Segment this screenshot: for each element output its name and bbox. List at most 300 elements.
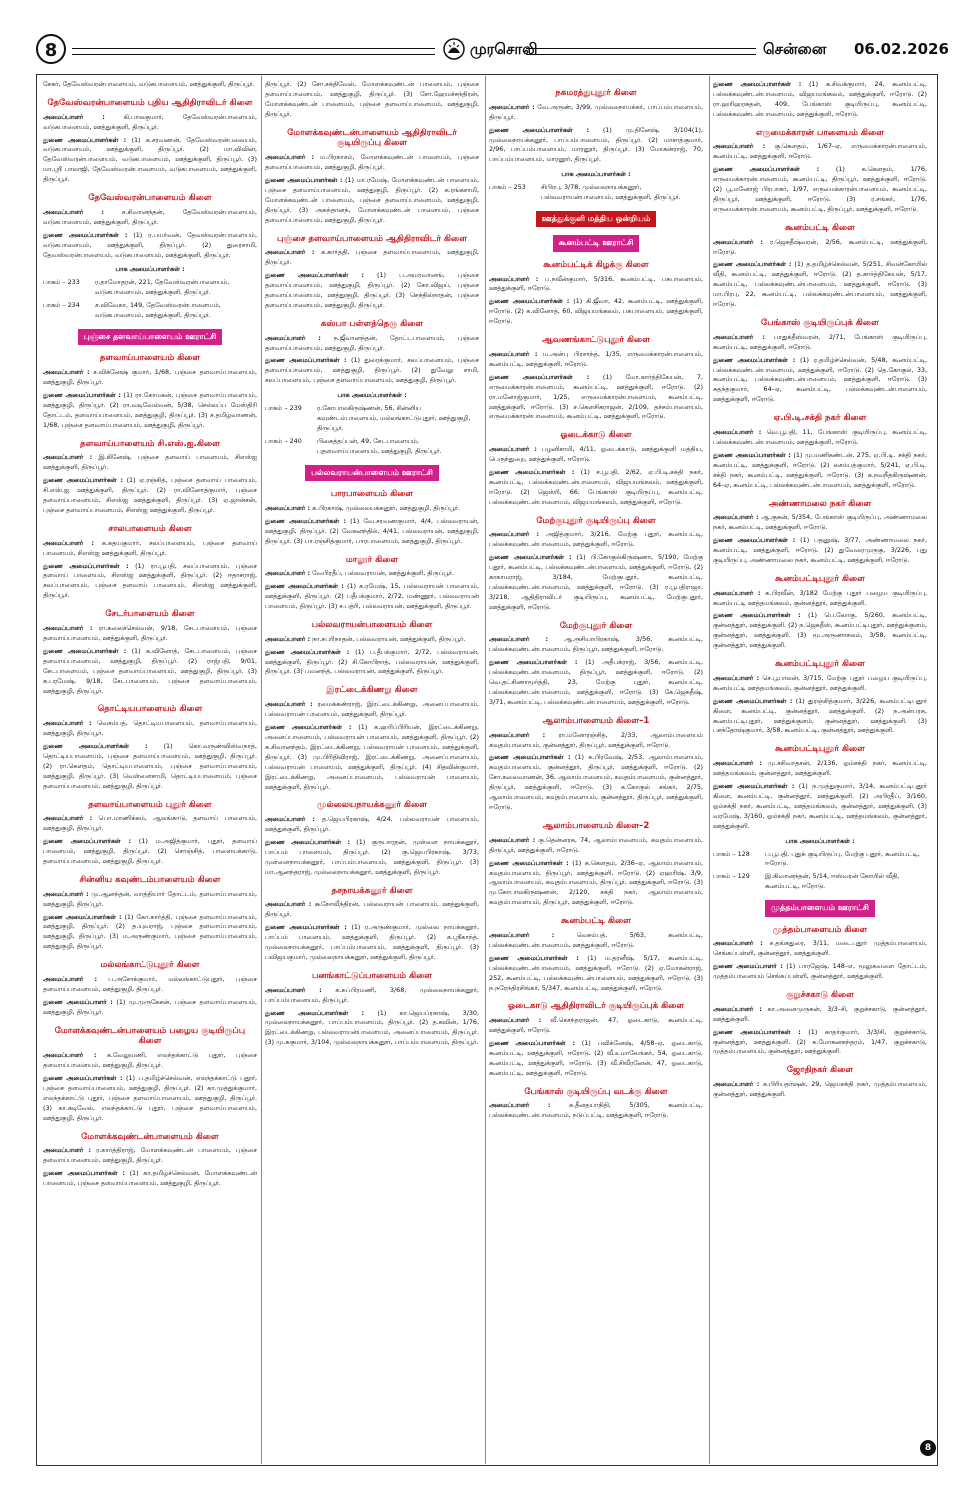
booth-organisers-heading: பாக அமைப்பாளர்கள் :	[115, 265, 185, 274]
organiser-entry	[489, 530, 703, 550]
role-label: துணை அமைப்பாளர்கள் :	[489, 297, 570, 306]
branch-heading: மோளக்கவுண்டன்பாளையம் பழைய குடியிருப்பு கிளை	[54, 1025, 246, 1047]
organiser-entry	[43, 913, 257, 953]
column-divider	[709, 76, 710, 1464]
organiser-entry	[43, 1074, 257, 1124]
panchayat-banner: புஞ்சை தளவாய்பாளையம் ஊராட்சி	[78, 329, 222, 345]
role-label: அமைப்பாளர் :	[713, 332, 765, 341]
organiser-details: (1) துரஞ்சித்குமார், 3/226, கூனம்பட்டிபுதூர் கிளை, கூனம்பட்டி, குன்னத்தூர், ஊத்துக்குளி. (2) ந.அன்பரசு, கூனம்பட்டிபுதூர், ஊத்துக்குளம், குன்னத்தூர், ஊத்துக்குளி. (3) பசந்தோஷ்குமார், 3/58, கூனம்பட்டி, குன்னத்தூர், ஊத்துக்குளி.	[713, 696, 927, 735]
organiser-entry	[43, 742, 257, 792]
organiser-entry	[43, 80, 257, 90]
city-label: சென்னை	[763, 40, 827, 58]
news-column-1	[43, 80, 257, 1460]
organiser-details: (1) ரா.பூபதி, சலப்பாளையம், புஞ்சை தளவாய் பாளையம், சிஎஸ்ஐ ஊத்துக்குளி, திருப்பூர். (2) ஈதாசராஜ், சலப்பாளையம், புஞ்சை தளவாய் பாளையம், சிஎஸ்ஐ ஊத்துக்குளி, திருப்பூர்.	[43, 561, 257, 600]
branch-heading: மாலூர் கிளை	[345, 554, 399, 565]
booth-entry	[43, 301, 257, 321]
role-label: துணை அமைப்பாளர்கள் :	[43, 391, 121, 400]
role-label: துணை அமைப்பாளர்கள் :	[489, 858, 569, 867]
organiser-entry	[713, 356, 927, 406]
role-label: அமைப்பாளர் :	[713, 1004, 762, 1013]
organiser-details: (1) ப.தீபக்குமார், 2/72, பல்லவராயன், ஊத்துக்குளி, திருப்பூர். (2) சி.கோபிநாத், பல்லவராயன், ஊத்துக்குளி, திருப்பூர். (3) பவனந்த், பல்லவராயன், ஊத்துக்குளி, திருப்பூர்.	[265, 647, 479, 676]
branch-heading: புஞ்சை தளவாய்பாளையம் ஆதிதிராவிடர் கிளை	[277, 233, 467, 244]
role-label: அமைப்பாளர் :	[713, 759, 762, 768]
organiser-details: (1) ம.அஜித்குமார், புதூர், தளவாய் பாளையம், ஊத்துகுழி, திருப்பூர். (2) சொஞ்சித், பாளையக்காடு, தளவாய்பாளையம், ஊத்துகுழி, திருப்பூர்.	[43, 837, 257, 866]
organiser-details: (1) கா.ஜெயப்ரகாஷ், 3/30, முல்லைநாயக்கனூர், பாப்பம்பாளையம், திருப்பூர். (2) த.கவின், 1/76, இரட்டைக்கிணறு, பல்லவராயன்பாளையம், அனைப்பாளையம், திருப்பூர். (3) மு.சுகுமார், 3/104, முல்லைநாயக்கனூர், பாப்பம்பாளையம், திருப்பூர்.	[265, 1008, 479, 1047]
organiser-details: (1) ந.முத்துகுமார், 3/14, கூனம்பட்டிபுதூர் கிளை, கூனம்பட்டி, குன்னத்தூர், ஊத்துக்குளி. (2) அபிரதீப், 3/160, ஓம்சக்தி நகர், கூனம்பட்டி, ஊத்தமங்கலம், குன்னத்தூர், ஊத்துக்குளி. (3) வரமேஷ், 3/160, ஓம்சக்தி நகர், கூனம்பட்டி, ஊத்தமங்கலம், குன்னத்தூர், ஊத்துக்குளி.	[713, 781, 927, 830]
organiser-details: செ.பூபாலன், 3/715, மேற்கு புதூர் பழைய குடியிருப்பு, கூனம்பட்டி ஊத்தமங்கலம், குன்னத்தூர், ஊத்துக்குளி.	[713, 673, 927, 692]
organiser-details: (1) துரைக்குமார், சலப்பாளையம், புஞ்சை தளவாய்பாளையம், ஊத்துகுழி, திருப்பூர். (2) துவேலு சாமி, சலப்பாளையம், புஞ்சை தளவாய்பாளையம், ஊத்துகுழி, திருப்பூர்.	[265, 356, 479, 385]
organiser-details: மு.சசிவாதசன், 2/136, ஓம்சக்தி நகர், கூனம்பட்டி, ஊத்தமங்கலம், குன்னத்தூர், ஊத்துக்குளி.	[713, 759, 927, 778]
organiser-details: வேபிரதீப், பல்லவராயன், ஊத்துக்குளி, திருப்பூர்.	[312, 569, 454, 578]
branch-heading: மோளக்கவுண்டன்பாளையம் கிளை	[81, 1131, 219, 1142]
booth-organisers-heading: பாக அமைப்பாளர்கள் :	[561, 170, 631, 179]
role-label: அமைப்பாளர் :	[265, 569, 311, 578]
organiser-details: (1) க.ரமேஷ், 15, பல்லவராயன் பாளையம், ஊத்துக்குளி, திருப்பூர். (2) பதீபக்குமார், 2/72, மண்ணூர், பல்லவராயன் பாளையம், திருப்பூர். (3) ச.பத்ரி, பல்லவராயன், ஊத்துக்குளி, திருப்பூர்.	[265, 582, 479, 611]
organiser-entry	[713, 142, 927, 162]
role-label: துணை அமைப்பாளர்கள் :	[713, 450, 791, 459]
role-label: அமைப்பாளர் :	[43, 538, 94, 547]
organiser-entry	[43, 208, 257, 228]
booth-organisers-heading: பாக அமைப்பாளர்கள் :	[337, 391, 407, 400]
role-label: துணை அமைப்பாளர்கள் :	[713, 781, 795, 790]
organiser-details: ச.தங்கதுரை, 3/11, மடைபுதூர் முத்தம்பாளையம், செங்கப்பள்ளி, குன்னத்தூர், ஊத்துக்குளி.	[713, 939, 927, 958]
role-label: அமைப்பாளர் :	[43, 814, 93, 823]
page-number: 8	[36, 34, 66, 64]
branch-heading: பல்லவராயன்பாளையம் கிளை	[311, 619, 433, 630]
role-label: துணை அமைப்பாளர்கள் :	[265, 582, 344, 591]
organiser-details: (1) க.கௌதம், 2/36–ஏ, ஆலாம்பாளையம், கவுதம்பாளையம், திருப்பூர், ஊத்துக்குளி, ஈரோடு. (2) ஏஹரிஷ், 3/9, ஆலாம்பாளையம், கவுதம்பாளையம், திருப்பூர், ஊத்துக்குளி, ஈரோடு. (3) மு.கோபாலகிருஷ்ணன், 2/120, சக்தி நகர், ஆலாம்பாளையம், கவுதம்பாளையம், திருப்பூர், ஊத்துக்குளி, ஈரோடு.	[489, 858, 703, 907]
role-label: அமைப்பாளர் :	[713, 939, 763, 948]
branch-heading: தளவாய்பாளையம் புதூர் கிளை	[88, 799, 212, 810]
masthead	[36, 34, 949, 68]
organiser-entry	[265, 986, 479, 1006]
news-column-2	[265, 80, 479, 1460]
branch-heading: கூனம்பட்டிபுதூர் கிளை	[775, 573, 865, 584]
branch-heading: ஜோதிநகர் கிளை	[786, 1065, 854, 1076]
role-label: துணை அமைப்பாளர்கள் :	[489, 1039, 576, 1048]
role-label: அமைப்பாளர் :	[489, 835, 536, 844]
organiser-entry	[43, 539, 257, 559]
organiser-entry	[43, 647, 257, 697]
organiser-details: வெசம்பத், 5/63, கூனம்பட்டி, பல்லக்கவுண்டன்பாளையம், ஊத்துக்குளி, ஈரோடு.	[489, 930, 703, 949]
organiser-entry	[489, 731, 703, 751]
role-label: துணை அமைப்பாளர்கள் :	[489, 658, 578, 667]
organiser-details: க.கார்த்தி, புஞ்சை தளவாய்பாளையம், ஊத்துகுழி, திருப்பூர்.	[265, 248, 479, 267]
role-label: அமைப்பாளர் :	[265, 815, 315, 824]
booth-number: பாகம் – 129	[713, 872, 750, 881]
branch-heading: மேற்குபுதூர் கிளை	[559, 620, 633, 631]
branch-heading: அண்ணாமலை நகர் கிளை	[768, 498, 872, 509]
role-label: துணை அமைப்பாளர்கள் :	[43, 1169, 125, 1178]
organiser-entry	[713, 238, 927, 258]
branch-heading: தேவேஸ்வரன்பாளையம் கிளை	[88, 193, 212, 204]
organiser-entry	[489, 350, 703, 370]
organiser-entry	[43, 453, 257, 473]
organiser-entry	[489, 753, 703, 813]
organiser-entry	[43, 562, 257, 602]
branch-heading: நகமரத்துபுதூர் கிளை	[555, 88, 637, 98]
branch-heading: எருமைக்காரன் பாளையம் கிளை	[756, 127, 884, 138]
role-label: அமைப்பாளர் :	[489, 530, 540, 539]
organiser-details: (1) வே.சரவணகுமார், 4/4, பல்லவராயன், ஊத்துகுழி, திருப்பூர். (2) வேகனந்தில், 4/41, பல்லவராயன், ஊத்துகுழி, திருப்பூர். (3) பா.ரஞ்சித்குமார், பாரபாளையம், ஊத்துகுழி, திருப்பூர்.	[265, 516, 479, 545]
organiser-entry	[265, 815, 479, 835]
organiser-entry	[265, 517, 479, 547]
organiser-details: ம.அன்பு பிரசாந்த், 1/35, எருமைக்காரன்பாளையம், கூனம்பட்டி, ஊத்துக்குளி, ஈரோடு.	[489, 349, 703, 368]
organiser-details: ரா.கலைச்செல்வன், 9/18, சேடபாளையம், புஞ்சை தளவாய்பாளையம், ஊத்துக்குளி, திருப்பூர்.	[43, 623, 257, 642]
organiser-details: (1) பதனுஷ், 3/77, அண்ணாமலை நகர், கூனம்பட்டி, ஊத்துக்குளி, ஈரோடு. (2) துவேரைமுருகு, 3/226, புது குடியிருப்பு, அண்ணாமலை நகர், கூனம்பட்டி, ஊத்துக்குளி, ஈரோடு.	[713, 536, 927, 564]
branch-heading: தசநாயக்கனூர் கிளை	[331, 885, 413, 896]
organiser-entry	[265, 176, 479, 226]
branch-heading: ஆலாம்பாளையம் கிளை–1	[542, 715, 650, 726]
organiser-details: வீ.செசந்தராஜன், 47, ஓடைகாடு, கூனம்பட்டி, ஊத்துக்குளி, ஈரோடு.	[489, 1016, 703, 1035]
panchayat-banner: கூனம்பட்டி ஊராட்சி	[553, 235, 640, 251]
organiser-entry	[43, 1051, 257, 1071]
masthead-rule-left	[72, 48, 435, 55]
organiser-entry	[43, 231, 257, 261]
role-label: துணை அமைப்பாளர்கள் :	[265, 516, 347, 525]
role-label: துணை அமைப்பாளர்கள் :	[43, 561, 129, 570]
branch-heading: மேற்குபுதூர் குடியிருப்பு கிளை	[536, 515, 656, 526]
role-label: அமைப்பாளர் :	[713, 588, 761, 597]
branch-heading: தளவாய்பாளையம் கிளை	[99, 353, 201, 364]
role-label: அமைப்பாளர் :	[489, 349, 538, 358]
organiser-entry	[265, 700, 479, 720]
organiser-details: க.தீனதயாநிதி, 5/305, கூனம்பட்டி, பல்லக்கவுண்டன்பாளையம், நடுப்பட்டி, ஊத்துக்குளி, ஈரோடு.	[489, 1101, 703, 1120]
organiser-details: (1) ரா.கோமகன், புஞ்சை தளவாய்பாளையம், ஊத்துகுழி, திருப்பூர். (2) ரா.வடிவேல்வன், 5/38, செல்லப்ப மேஸ்திரி தோட்டம், தளவாய்பாளையம், ஊத்துகுழி, திருப்பூர். (3) ச.தமிழ்வாணன், 1/68, புஞ்சை தளவாய்பாளையம், ஊத்துகுழி, திருப்பூர்.	[43, 391, 257, 429]
role-label: துணை அமைப்பாளர்கள் :	[489, 125, 590, 134]
organiser-entry	[713, 536, 927, 566]
organiser-entry	[713, 1005, 927, 1025]
role-label: துணை அமைப்பாளர் :	[713, 962, 783, 971]
organiser-details: (1) பாரஜேஷ், 148–எ, மூலுகவளை தோட்டம், முத்தம்பாளையம் செங்கப்பள்ளி, குன்னத்தூர், ஊத்துக்குளி.	[713, 962, 927, 981]
role-label: அமைப்பாளர் :	[43, 1146, 92, 1155]
organiser-entry	[43, 1169, 257, 1189]
organiser-details: (1) மு.முருகேசன், புஞ்சை தளவாய்பாளையம், ஊத்துகுழி, திருப்பூர்.	[43, 997, 257, 1016]
organiser-details: (1) மு.தினேஷ், 3/104(1), முல்லைநாயக்கனூர், பாப்பம்பாளையம், திருப்பூர். (2) மாசாத்குமார், 2/96, பாப்பம்பாளையம், மாரனூர், திருப்பூர். (3) மோகன்ராஜ், 70, பாப்பம்பாளையம், மாரனூர், திருப்பூர்.	[489, 125, 703, 164]
role-label: அமைப்பாளர் :	[713, 673, 760, 682]
organiser-entry	[265, 900, 479, 920]
organiser-entry	[265, 838, 479, 878]
booth-organiser-details: ர.கோபாலகிருஷ்ணன், 56, சின்னிய கவுண்டம்பாளையம், மல்லங்காட்டுபுதூர், ஊத்துகுழி, திருப்பூர்.	[317, 404, 471, 432]
branch-heading: ஓடைக்காடு கிளை	[560, 430, 632, 441]
booth-entry	[265, 404, 479, 434]
organiser-entry	[489, 658, 703, 708]
booth-number: பாகம் – 253	[489, 183, 526, 192]
booth-entry	[265, 437, 479, 457]
branch-heading: மோளக்கவுண்டன்பாளையம் ஆதிதிராவிடர் குடியிருப்பு கிளை	[287, 127, 457, 149]
organiser-details: ஆ.குகன், 5/354, பேங்காஸ் குடியிருப்பு, அண்ணாமலை நகர், கூனம்பட்டி, ஊத்துக்குளி, ஈரோடு.	[713, 513, 927, 532]
booth-number: பாகம் – 233	[43, 278, 80, 287]
role-label: துணை அமைப்பாளர்கள் :	[43, 742, 148, 751]
organiser-details: (1) ப.அமரவானங், புஞ்சை தளவாய்பாளையம், ஊத்துகுழி, திருப்பூர். (2) கோ.விஜய், புஞ்சை தளவாய்பாளையம், ஊத்துகுழி, திருப்பூர். (3) செந்தில்நாதன், புஞ்சை தளவாய்பாளையம், ஊத்துகுழி, திருப்பூர்.	[265, 271, 479, 309]
role-label: அமைப்பாளர் :	[489, 274, 539, 283]
branch-heading: தளவாய்பாளையம் சி.எஸ்.ஐ.கிளை	[80, 438, 220, 449]
organiser-entry	[43, 890, 257, 910]
role-label: துணை அமைப்பாளர்கள் :	[265, 356, 347, 365]
organiser-details: (1) மோ.கார்த்திகேயன், 7, எருமைக்காரன்பாளையம், கூனம்பட்டி, ஊத்துக்குளி, ஈரோடு. (2) ரா.மனோஜ்குமார், 1/25, எருமைக்காரன்பாளையம், கூனம்பட்டி, ஊத்துக்குளி, ஈரோடு. (3) ச.கௌசிகராஜன், 2/109, தச்சம்பாளையம், எருமைக்காரன்பாளையம், கூனம்பட்டி, ஊத்துக்குளி, ஈரோடு.	[489, 372, 703, 421]
organiser-details: (1) ப.தமிழ்ச்செல்வன், எலந்தக்காட்டு புதூர், புஞ்சை தளவாய்பாளையம், ஊத்துகுழி, திருப்பூர். (2) கா.முத்துக்குமார், எலந்தக்காட்டு புதூர், புஞ்சை தளவாய்பாளையம், ஊத்துகுழி, திருப்பூர். (3) கா.கடிவேல், எலந்தக்காட்டு புதூர், புஞ்சை தளவாய்பாளையம், ஊத்துகுழி, திருப்பூர்.	[43, 1073, 257, 1122]
organiser-details: பாதுக்தீஸ்வரன், 2/71, பேங்காஸ் குடியிருப்பு, கூனம்பட்டி, ஊத்துக்குளி, ஈரோடு.	[713, 332, 927, 351]
organiser-details: (1) கா.தமிழ்ச்செல்வன், மோளக்கவுண்டன் பாளையம், புஞ்சை தளவாய்பாளையம், ஊத்துகுழி, திருப்பூர்.	[43, 1169, 257, 1188]
organiser-details: ச.விக்னேஷ் குமார், 1/68, புஞ்சை தளவாய்பாளையம், ஊத்துகுழி, திருப்பூர்.	[43, 368, 257, 387]
role-label: துணை அமைப்பாளர்கள் :	[713, 536, 796, 545]
organiser-details: கி.பாலகுமார், தேவேஸ்வரன்பாளையம், வடுகபாளையம், ஊத்துக்குளி, திருப்பூர்.	[43, 112, 257, 131]
role-label: அமைப்பாளர் :	[265, 248, 315, 257]
organiser-entry	[265, 334, 479, 354]
organiser-details: ப.நவீன்குமார், 5/316, கூனம்பட்டி, பகபாளையம், ஊத்துக்குளி, ஈரோடு.	[489, 274, 703, 293]
role-label: துணை அமைப்பாளர்கள் :	[713, 260, 792, 269]
branch-heading: கூனம்பட்டிபுதூர் கிளை	[775, 659, 865, 670]
organiser-entry	[265, 1009, 479, 1049]
branch-heading: கூனம்பட்டி கிளை	[561, 916, 631, 927]
branch-heading: பனங்காட்டுப்பாளையம் கிளை	[311, 970, 433, 981]
branch-heading: சின்னிய கவுண்டம்பாளையம் கிளை	[79, 874, 221, 885]
organiser-details: கு.தென்னரசு, 74, ஆலாம்பாளையம், கவுதம்பாளையம், திருப்பூர், ஊத்துக்குளி, ஈரோடு.	[489, 835, 703, 854]
organiser-entry	[713, 611, 927, 651]
branch-heading: தேவேஸ்வரன்பாளையம் புதிய ஆதிதிராவிடர் கிளை	[47, 97, 253, 108]
branch-heading: பேங்காஸ் குடியிருப்பு வடக்கு கிளை	[524, 1086, 668, 1097]
organiser-entry	[713, 674, 927, 694]
organiser-details: (1) ர.பயர்வன், தேவஸ்வரன்பாளையம், வடுகபாளையம், ஊத்துக்குளி, திருப்பூர். (2) துரைசாமி, தேவஸ்வரன்பாளையம், வடுகபாளையம், ஊத்துக்குளி, திருப்பூர்.	[43, 230, 257, 259]
rising-sun-logo-icon	[443, 38, 465, 60]
organiser-details: வெ.பூபதி, 11, பேங்காஸ் குடியிருப்பு, கூனம்பட்டி, பல்லக்கவுண்டன்பாளையம், ஊத்துக்குளி, ஈரோடு.	[713, 427, 927, 446]
organiser-entry	[265, 504, 479, 514]
organiser-entry	[43, 113, 257, 133]
news-column-3	[489, 80, 703, 1460]
role-label: துணை அமைப்பாளர் :	[43, 997, 113, 1006]
role-label: துணை அமைப்பாளர்கள் :	[43, 230, 128, 239]
role-label: துணை அமைப்பாளர்கள் :	[43, 646, 127, 655]
role-label: துணை அமைப்பாளர்கள் :	[43, 135, 127, 144]
branch-heading: கூனம்பட்டிபுதூர் கிளை	[775, 744, 865, 755]
organiser-entry	[43, 136, 257, 186]
organiser-details: க.வேலுமணி, எலந்தக்காட்டு புதூர், புஞ்சை தளவாய்பாளையம், ஊத்துகுழி, திருப்பூர்.	[43, 1051, 257, 1070]
booth-entry	[713, 850, 927, 870]
booth-entry	[489, 183, 703, 203]
role-label: அமைப்பாளர் :	[43, 889, 89, 898]
paper-name: முரசொலி	[470, 40, 538, 58]
role-label: துணை அமைப்பாளர்கள் :	[489, 953, 579, 962]
role-label: அமைப்பாளர் :	[265, 634, 311, 643]
role-label: துணை அமைப்பாளர்கள் :	[43, 837, 132, 846]
organiser-details: (1) அதீபக்ராஜ், 3/56, கூனம்பட்டி, பல்லக்கவுண்டன்பாளையம், திருப்பூர், ஊத்துக்குளி, ஈரோடு. (2) வெ.தட்சிணாமூர்த்தி, 23, மேற்கு புதூர், கூனம்பட்டி, பல்லக்கவுண்டன்பாளையம், ஊத்துக்குளி, ஈரோடு. (3) கே.ஜெகதீஷ், 3/71, கூனம்பட்டி, பல்லக்கவுண்டன்பாளையம், ஊத்துக்குளி, ஈரோடு.	[489, 658, 703, 706]
booth-organiser-details: ச.விவேகா, 149, தேவேஸ்வரன்பாளையம், வடுகபாளையம், ஊத்துக்குளி, திருப்பூர்.	[95, 301, 221, 320]
role-label: அமைப்பாளர் :	[265, 333, 321, 342]
branch-heading: மல்லங்காட்டுபுதூர் கிளை	[100, 960, 200, 971]
booth-number: பாகம் – 128	[713, 849, 750, 858]
organiser-entry	[713, 939, 927, 959]
organiser-entry	[489, 1039, 703, 1079]
organiser-entry	[713, 962, 927, 982]
column-divider	[261, 76, 262, 1464]
booth-organisers-heading: பாக அமைப்பாளர்கள் :	[785, 836, 855, 845]
organiser-details: (1) ஏ.ரஞ்சித், புஞ்சை தளவாய் பாளையம், சி.எஸ்.ஐ ஊத்துக்குளி, திருப்பூர். (2) ரா.வினோத்குமார், புஞ்சை தளவாய்பாளையம், சிஎஸ்ஐ ஊத்துக்குளி, திருப்பூர். (3) ஏ.ஜான்சன், புஞ்சை தளவாய்பாளையம், சிஎஸ்ஐ ஊத்துக்குளி, திருப்பூர்.	[43, 476, 257, 515]
organiser-entry	[713, 333, 927, 353]
role-label: துணை அமைப்பாளர்கள் :	[265, 271, 364, 280]
issue-date: 06.02.2026	[854, 40, 949, 58]
booth-number: பாகம் – 240	[265, 436, 302, 445]
organiser-entry	[43, 998, 257, 1018]
organiser-entry	[489, 297, 703, 327]
organiser-details: கூநோவீந்திரன், பல்லவராயன் பாளையம், ஊத்துக்குளி, திருப்பூர்.	[265, 900, 479, 919]
role-label: அமைப்பாளர் :	[489, 102, 535, 111]
organiser-entry	[265, 248, 479, 268]
role-label: துணை அமைப்பாளர்கள் :	[265, 176, 343, 184]
organiser-details: க.சுப்பிரமணி, 3/68, முல்லைநாயக்கனூர், பாப்பம்பாளையம், திருப்பூர்.	[265, 985, 479, 1004]
role-label: அமைப்பாளர் :	[489, 730, 546, 739]
organiser-details: (1) கொ.வருண்விஸ்வநாத், தொட்டியபாளையம், புஞ்சை தளவாய்பாளையம், ஊத்துகுழி, திருப்பூர். (2) ரா.கௌதம், தொட்டியபாளையம், புஞ்சை தளவாய்பாளையம், ஊத்துகுழி, திருப்பூர். (3) வெள்ளைசாமி, தொட்டியபாளையம், புஞ்சை தளவாய்பாளையம், ஊத்துகுழி, திருப்பூர்.	[43, 742, 257, 790]
organiser-details: ப.அசோக்குமார், மல்லங்காட்டுபுதூர், புஞ்சை தளவாய்பாளையம், ஊத்துகுழி, திருப்பூர்.	[43, 974, 257, 993]
role-label: அமைப்பாளர் :	[489, 1101, 551, 1110]
organiser-details: ர.ஜெகதீஷ்வரன், 2/56, கூனம்பட்டி, ஊத்துக்குளி, ஈரோடு.	[713, 237, 927, 256]
organiser-entry	[43, 837, 257, 867]
organiser-entry	[43, 719, 257, 739]
booth-organiser-details: இ.கிவானந்தன், 5/14, ஈஸ்வரன் கோயில் வீதி, கூனம்பட்டி, ஈரோடு.	[765, 872, 900, 891]
role-label: அமைப்பாளர் :	[489, 930, 555, 939]
organiser-entry	[265, 648, 479, 678]
organiser-details: பழனிசாமி, 4/11, ஓடைக்காடு, ஊத்துக்குளி மத்திய, பெருந்துறை, ஊத்துக்குளி, ஈரோடு.	[489, 445, 703, 463]
role-label: அமைப்பாளர் :	[43, 719, 92, 728]
organiser-details: வெசம்பத், தொட்டியபாளையம், தளவாய்பாளையம், ஊத்துகுழி, திருப்பூர்.	[43, 719, 257, 738]
organiser-details: க.பிரகாஷ், முல்லையக்கனூர், ஊத்துகுழி, திருப்பூர்.	[312, 503, 461, 512]
organiser-details: கா.அனைமுருகன், 3/3–சி, குறுச்சகாடு, குன்னத்தூர், ஊத்துக்குளி.	[713, 1004, 927, 1023]
panchayat-banner: ஊத்துக்குளி மத்திய ஒன்றியம்	[536, 211, 657, 227]
organiser-entry	[489, 931, 703, 951]
booth-number: பாகம் – 234	[43, 301, 80, 310]
role-label: துணை அமைப்பாளர்கள் :	[713, 696, 793, 705]
organiser-entry	[43, 624, 257, 644]
organiser-entry	[489, 954, 703, 994]
organiser-entry	[713, 451, 927, 491]
organiser-details: க.கதயகுமார், சலப்பாளையம், புஞ்சை தளவாய் பாளையம், சிஎஸ்ஐ ஊத்துக்குளி, திருப்பூர்.	[43, 538, 257, 557]
organiser-details: நா.சபரிநாதன், பல்லவராயன், ஊத்துக்குளி, திருப்பூர்.	[312, 634, 466, 643]
role-label: அமைப்பாளர் :	[43, 453, 93, 462]
organiser-entry	[265, 569, 479, 579]
role-label: அமைப்பாளர் :	[489, 445, 537, 454]
branch-heading: சாலபாளையம் கிளை	[108, 523, 192, 534]
role-label: அமைப்பாளர் :	[265, 900, 312, 909]
organiser-entry	[265, 635, 479, 645]
organiser-details: (1) பவிக்னேஷ், 4/58–ஏ, ஓடைகாடு, கூனம்பட்டி, ஊத்துக்குளி, ஈரோடு. (2) வீ.உமாலேங்கர், 54, ஓடைகாடு, கூனம்பட்டி, ஊத்துக்குளி, ஈரோடு. (3) வீ.சிவீரனேன், 47, ஓடைகாடு, கூனம்பட்டி, ஊத்துக்குளி, ஈரோடு.	[489, 1039, 703, 1077]
organiser-details: சு.பிரவீன், 3/182 மேற்கு புதூர் பழைய குடியிருப்பு, கூனம்பட்டி ஊத்தமங்கலம், குன்னத்தூர், ஊத்துக்குளி.	[713, 588, 927, 607]
organiser-entry	[713, 1028, 927, 1058]
role-label: அமைப்பாளர் :	[43, 112, 105, 121]
organiser-details: (1) மு.மணிகண்டன், 275, ஏ.பி.டி. சக்தி நகர், கூனம்பட்டி, ஊத்துக்குளி, ஈரோடு. (2) லசம்பத்குமார், 5/241, ஏ.பி.டி. சக்தி நகர், கூனம்பட்டி, ஊத்துக்குளி, ஈரோடு. (3) க.நவநீதகிருஷ்ணன், 64–ஏ, கூனம்பட்டி, பல்லக்கவுண்டன்பாளையம், ஊத்துக்குளி, ஈரோடு.	[713, 450, 927, 489]
organiser-details: (1) க.பிரவேஷ், 2/53, ஆலாம்பாளையம், கவுதம்பாளையம், குன்னத்தூர், திருப்பூர், ஊத்துக்குளி, ஈரோடு. (2) சோ.கலைவாணன், 36, ஆலாம்பாளையம், கவுதம்பாளையம், குன்னத்தூர், திருப்பூர், ஊத்துக்குளி, ஈரோடு. (3) க.கோகுல் சங்கர், 2/75, ஆலாம்பாளையம், கவுதம்பாளையம், குன்னத்தூர், திருப்பூர், ஊத்துக்குளி, ஈரோடு.	[489, 753, 703, 812]
organiser-details: இ.கினேஷ், புஞ்சை தளவாய் பாளையம், சிஎஸ்ஐ ஊத்துக்குளி, திருப்பூர்.	[43, 453, 257, 472]
organiser-details: (1) க.சரவணன், தேவேஸ்வரன்பலையம், வடுகபாளையம், ஊத்துக்குளி, திருப்பூர். (2) மா.விவின், தேவேஸ்வரன்பாளையம், வடுகபாளையம், ஊத்துக்குளி, திருப்பூர். (3) மா.ஸ்ரீ பாலாஜி, தேவேஸ்வரன்பாளையம், வடுகபாளையம், ஊத்துக்குளி, திருப்பூர்.	[43, 135, 257, 184]
role-label: துணை அமைப்பாளர்கள் :	[265, 1008, 365, 1017]
role-label: அமைப்பாளர் :	[489, 635, 549, 644]
organiser-entry	[713, 1080, 927, 1100]
role-label: அமைப்பாளர் :	[265, 503, 311, 512]
organiser-entry	[489, 635, 703, 655]
role-label: அமைப்பாளர் :	[489, 1016, 542, 1025]
organiser-entry	[489, 836, 703, 856]
branch-heading: குறுச்சகாடு கிளை	[786, 990, 854, 1000]
organiser-entry	[489, 103, 703, 123]
role-label: அமைப்பாளர் :	[265, 153, 315, 162]
organiser-entry	[489, 553, 703, 613]
booth-organiser-details: சிபிரபு, 3/78, முல்லைநாயக்கனூர், பல்லவராயன்பாளையம், ஊத்துக்குளி, திருப்பூர்.	[541, 183, 681, 202]
role-label: துணை அமைப்பாளர்கள் :	[489, 553, 572, 562]
organiser-entry	[489, 1101, 703, 1121]
organiser-entry	[713, 589, 927, 609]
role-label: அமைப்பாளர் :	[713, 1080, 760, 1089]
role-label: துணை அமைப்பாளர்கள் :	[265, 647, 350, 656]
branch-heading: முல்லையநாயக்கனூர் கிளை	[317, 800, 427, 811]
column-divider	[485, 76, 486, 1464]
organiser-entry	[265, 723, 479, 792]
organiser-entry	[265, 582, 479, 612]
organiser-details: ச.சிவானந்தன், தேவேஸ்வரன்பாளையம், வடுகபாளையம், ஊத்துக்குளி, திருப்பூர்.	[43, 207, 257, 226]
footer-page-number: 8	[920, 1440, 936, 1456]
organiser-details: (1) பெ.லோகு, 5/260, கூனம்பட்டி, குன்னத்தூர், ஊத்துக்குளி. (2) ந.ஜெகதீஸ், கூனம்பட்டிபுதூர், ஊத்துக்குளம், குன்னத்தூர், ஊத்துக்குளி. (3) மூ.அருணாசலம், 3/58, கூனம்பட்டி, குன்னத்தூர், ஊத்துக்குளி.	[713, 611, 927, 650]
organiser-details: வே.அருண், 3/99, முல்லைநாயக்கர், பாப்பம்பாளையம், திருப்பூர்.	[489, 102, 703, 121]
role-label: துணை அமைப்பாளர்கள் :	[265, 722, 352, 731]
organiser-entry	[489, 859, 703, 909]
organiser-details: ம.பிரகாசம், மோளக்கவுண்டன் பாளையம், புஞ்சை தளவாய்பாளையம், ஊத்துகுழி, திருப்பூர்.	[265, 153, 479, 172]
panchayat-banner: முத்தம்பாளையம் ஊராட்சி	[765, 900, 875, 916]
organiser-details: க.பிரியதர்ஷன், 29, ஜெயசக்தி நகர், முத்தம்பாளையம், குன்னத்தூர், ஊத்துக்குளி.	[713, 1080, 927, 1098]
organiser-entry	[713, 165, 927, 215]
role-label: துணை அமைப்பாளர்கள் :	[713, 165, 820, 174]
organiser-entry	[265, 271, 479, 311]
role-label: துணை அமைப்பாளர்கள் :	[265, 838, 351, 847]
booth-organiser-details: பிகைத்தப்பன், 49, சேடபாளையம், புதளவாய்பாளையம், ஊத்துகுழி, திருப்பூர்.	[317, 436, 442, 455]
role-label: துணை அமைப்பாளர்கள் :	[265, 923, 347, 932]
branch-heading: கூனம்பட்டிக் கிழக்கு கிளை	[543, 259, 649, 270]
role-label: துணை அமைப்பாளர்கள் :	[713, 611, 801, 620]
organiser-details: (1) பி.கோகுல்கிருஷ்ணா, 5/190, மேற்கு புதூர், கூனம்பட்டி, பல்லக்கவுண்டன்பாளையம், ஊத்துக்குளி, ஈரோடு. (2) காகாமராஜ், 3/184, மேற்குபுதூர், கூனம்பட்டி, பல்லக்கவுண்டன்பாளையம், ஊத்துக்குளி, ஈரோடு. (3) ர.பூபதிராஜா, 3/218, ஆதிதிராவிடர் குடியிருப்பு, கூனம்பட்டி, மேற்குபுதூர், ஊத்துக்குளி, ஈரோடு.	[489, 553, 703, 611]
organiser-entry	[489, 126, 703, 166]
organiser-entry	[489, 445, 703, 465]
organiser-details: (1) த.தமிழ்ச்செல்வன், 5/251, சிவன்கோயில் வீதி, கூனம்பட்டி, ஊத்துக்குளி, ஈரோடு. (2) த.கார்த்திகேயன், 5/17, கூனம்பட்டி, பல்லக்கவுண்டன்பாளையம், ஊத்துக்குளி, ஈரோடு. (3) மா.பிரபு, 22, கூனம்பட்டி, பல்லக்கவுண்டன்பாளையம், ஊத்துக்குளி, ஈரோடு.	[713, 260, 927, 309]
role-label: துணை அமைப்பாளர்கள் :	[43, 912, 122, 921]
role-label: அமைப்பாளர் :	[265, 985, 322, 994]
branch-heading: முத்தம்பாளையம் கிளை	[772, 924, 868, 935]
role-label: துணை அமைப்பாளர்கள் :	[489, 467, 575, 476]
branch-heading: ஏ.பி.டி.சக்தி நகர் கிளை	[773, 413, 867, 424]
branch-heading: பாரபாளையம் கிளை	[330, 489, 414, 500]
organiser-entry	[713, 782, 927, 832]
branch-heading: சேடர்பாளையம் கிளை	[105, 609, 195, 620]
panchayat-banner: பல்லவராயன்பாளையம் ஊராட்சி	[305, 465, 439, 481]
organiser-entry	[43, 368, 257, 388]
organiser-details: ர.கார்த்திராஜ், மோளக்கவுண்டன் பாளையம், புஞ்சை தளவாய்பாளையம், ஊத்துகுழி, திருப்பூர்.	[43, 1146, 257, 1165]
booth-entry	[713, 872, 927, 892]
organiser-details: (1) கோ.கார்த்தி, புஞ்சை தளவாய்பாளையம், ஊத்துகுழி, திருப்பூர். (2) த.யுவராஜ், புஞ்சை தளவாய்பாளையம், ஊத்துகுழி, திருப்பூர். (3) ம.அருண்குமார், புஞ்சை தளவாய்பாளையம், ஊத்துகுழி, திருப்பூர்.	[43, 912, 257, 951]
organiser-details: பொ.மாணிக்கம், ஆலங்காடு, தளவாய் பாளையம், ஊத்துகுழி, திருப்பூர்.	[43, 814, 257, 833]
organiser-details: (1) மா.ரமேஷ், மோளக்கவுண்டன் பாளையம், புஞ்சை தளவாய்பாளையம், ஊத்துகுழி, திருப்பூர். (2) க.ரங்கசாமி, மோளக்கவுண்டன் பாளையம், புஞ்சை தளவாய்பாளையம், ஊத்துகுழி, திருப்பூர். (3) அசுந்தானந், மோளக்கவுண்டன் பாளையம், புஞ்சை தளவாய்பாளையம், ஊத்துகுழி, திருப்பூர்.	[265, 176, 479, 224]
organiser-entry	[265, 923, 479, 963]
role-label: துணை அமைப்பாளர்கள் :	[489, 753, 571, 762]
organiser-entry	[265, 80, 479, 120]
branch-heading: பேங்காஸ் குடியிருப்புக் கிளை	[761, 318, 879, 329]
branch-heading: ஆலாம்பாளையம் கிளை–2	[542, 821, 650, 832]
organiser-entry	[489, 275, 703, 295]
role-label: துணை அமைப்பாளர்கள் :	[713, 80, 802, 88]
organiser-details: கு.கௌதம், 1/67–ஏ, எருமைக்காரன்பாளையம், கூனம்பட்டி, ஊத்துக்குளி, ஈரோடு.	[713, 142, 927, 161]
role-label: அமைப்பாளர் :	[713, 427, 762, 436]
role-label: துணை அமைப்பாளர்கள் :	[713, 1027, 801, 1036]
role-label: அமைப்பாளர் :	[713, 142, 766, 151]
organiser-details: ரமைக்கண்ராஜ், இரட்டைக்கிணறு, அனைப்பாளையம், பல்லவராயன் பாளையம், ஊத்துக்குளி, திருப்பூர்.	[265, 700, 479, 719]
organiser-entry	[43, 1146, 257, 1166]
organiser-entry	[265, 356, 479, 386]
organiser-details: (1) ர.தமிழ்ச்செல்வன், 5/48, கூனம்பட்டி, பல்லக்கவுண்டன்பாளையம், ஊத்துக்குளி, ஈரோடு. (2) தெ.கோகுல், 33, கூனம்பட்டி, பல்லக்கவுண்டன்பாளையம், ஊத்துக்குளி, ஈரோடு. (3) சுதந்தகுமார், 64–ஏ, கூனம்பட்டி, பல்லக்கவுண்டன்பாளையம், ஊத்துக்குளி, ஈரோடு.	[713, 355, 927, 404]
branch-heading: ஓடைகாடு ஆதிதிராவிடர் குடியிருப்புக் கிளை	[507, 1001, 685, 1012]
